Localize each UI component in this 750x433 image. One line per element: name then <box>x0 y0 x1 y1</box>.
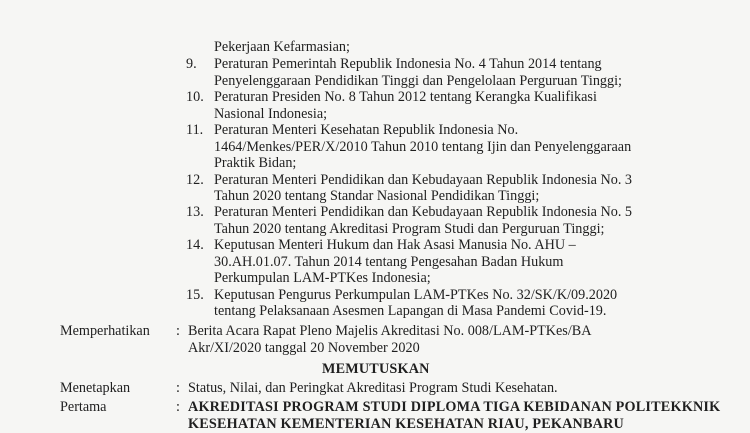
item-text-line: Keputusan Menteri Hukum dan Hak Asasi Manusia No. AHU – <box>214 237 576 254</box>
item-text-line: Tahun 2020 tentang Akreditasi Program Studi dan Perguruan Tinggi; <box>214 220 605 237</box>
memperhatikan-text: Berita Acara Rapat Pleno Majelis Akreditasi No. 008/LAM-PTKes/BA <box>188 323 592 340</box>
item-text-line: Penyelenggaraan Pendidikan Tinggi dan Pengelolaan Perguruan Tinggi; <box>214 72 622 89</box>
item-number: 11. <box>186 122 204 139</box>
item-text-line: 30.AH.01.07. Tahun 2014 tentang Pengesahan Badan Hukum <box>214 253 564 270</box>
pertama-text: AKREDITASI PROGRAM STUDI DIPLOMA TIGA KEBIDANAN POLITEKKNIK <box>188 399 721 415</box>
item-text-line: Perkumpulan LAM-PTKes Indonesia; <box>214 270 431 287</box>
item-text: Peraturan Pemerintah Republik Indonesia No. 4 Tahun 2014 tentang <box>214 56 602 73</box>
item-text-line: 1464/Menkes/PER/X/2010 Tahun 2010 tentang Ijin dan Penyelenggaraan <box>214 138 632 155</box>
item-number: 14. <box>186 237 204 254</box>
item-number: 9. <box>186 56 197 73</box>
item-text-line: Peraturan Menteri Pendidikan dan Kebudayaan Republik Indonesia No. 3 <box>214 171 633 188</box>
item-number: 13. <box>186 204 204 221</box>
menetapkan-text: Status, Nilai, dan Peringkat Akreditasi Program Studi Kesehatan. <box>188 379 558 396</box>
menetapkan-label: Menetapkan <box>60 379 131 396</box>
memperhatikan-label: Memperhatikan <box>60 323 150 340</box>
item-text-line: Peraturan Menteri Pendidikan dan Kebudayaan Republik Indonesia No. 5 <box>214 204 633 221</box>
item-text-line: Nasional Indonesia; <box>214 105 328 122</box>
item-text-line: tentang Pelaksanaan Asesmen Lapangan di Masa Pandemi Covid-19. <box>214 303 607 320</box>
continuation-line: Pekerjaan Kefarmasian; <box>214 39 350 55</box>
pertama-label: Pertama <box>60 399 107 415</box>
item-text-line <box>214 55 680 73</box>
memperhatikan-colon: : <box>176 323 180 340</box>
memutuskan-heading: MEMUTUSKAN <box>322 360 430 377</box>
item-text-line: Peraturan Presiden No. 8 Tahun 2012 tentang Kerangka Kualifikasi <box>214 89 597 106</box>
pertama-colon: : <box>176 399 180 415</box>
item-text-line: Praktik Bidan; <box>214 155 297 171</box>
memperhatikan-text: Akr/XI/2020 tanggal 20 November 2020 <box>188 339 420 356</box>
item-number: 15. <box>186 286 204 303</box>
menetapkan-colon: : <box>176 379 180 396</box>
item-number: 10. <box>186 89 204 106</box>
item-text: Peraturan Menteri Kesehatan Republik Indonesia No. <box>214 122 519 139</box>
item-text-line: Keputusan Pengurus Perkumpulan LAM-PTKes No. 32/SK/K/09.2020 <box>214 286 618 303</box>
item-number: 12. <box>186 171 204 188</box>
item-text-line: Tahun 2020 tentang Standar Nasional Pendidikan Tinggi; <box>214 187 540 204</box>
pertama-text: KESEHATAN KEMENTERIAN KESEHATAN RIAU, PEKANBARU <box>188 416 624 432</box>
